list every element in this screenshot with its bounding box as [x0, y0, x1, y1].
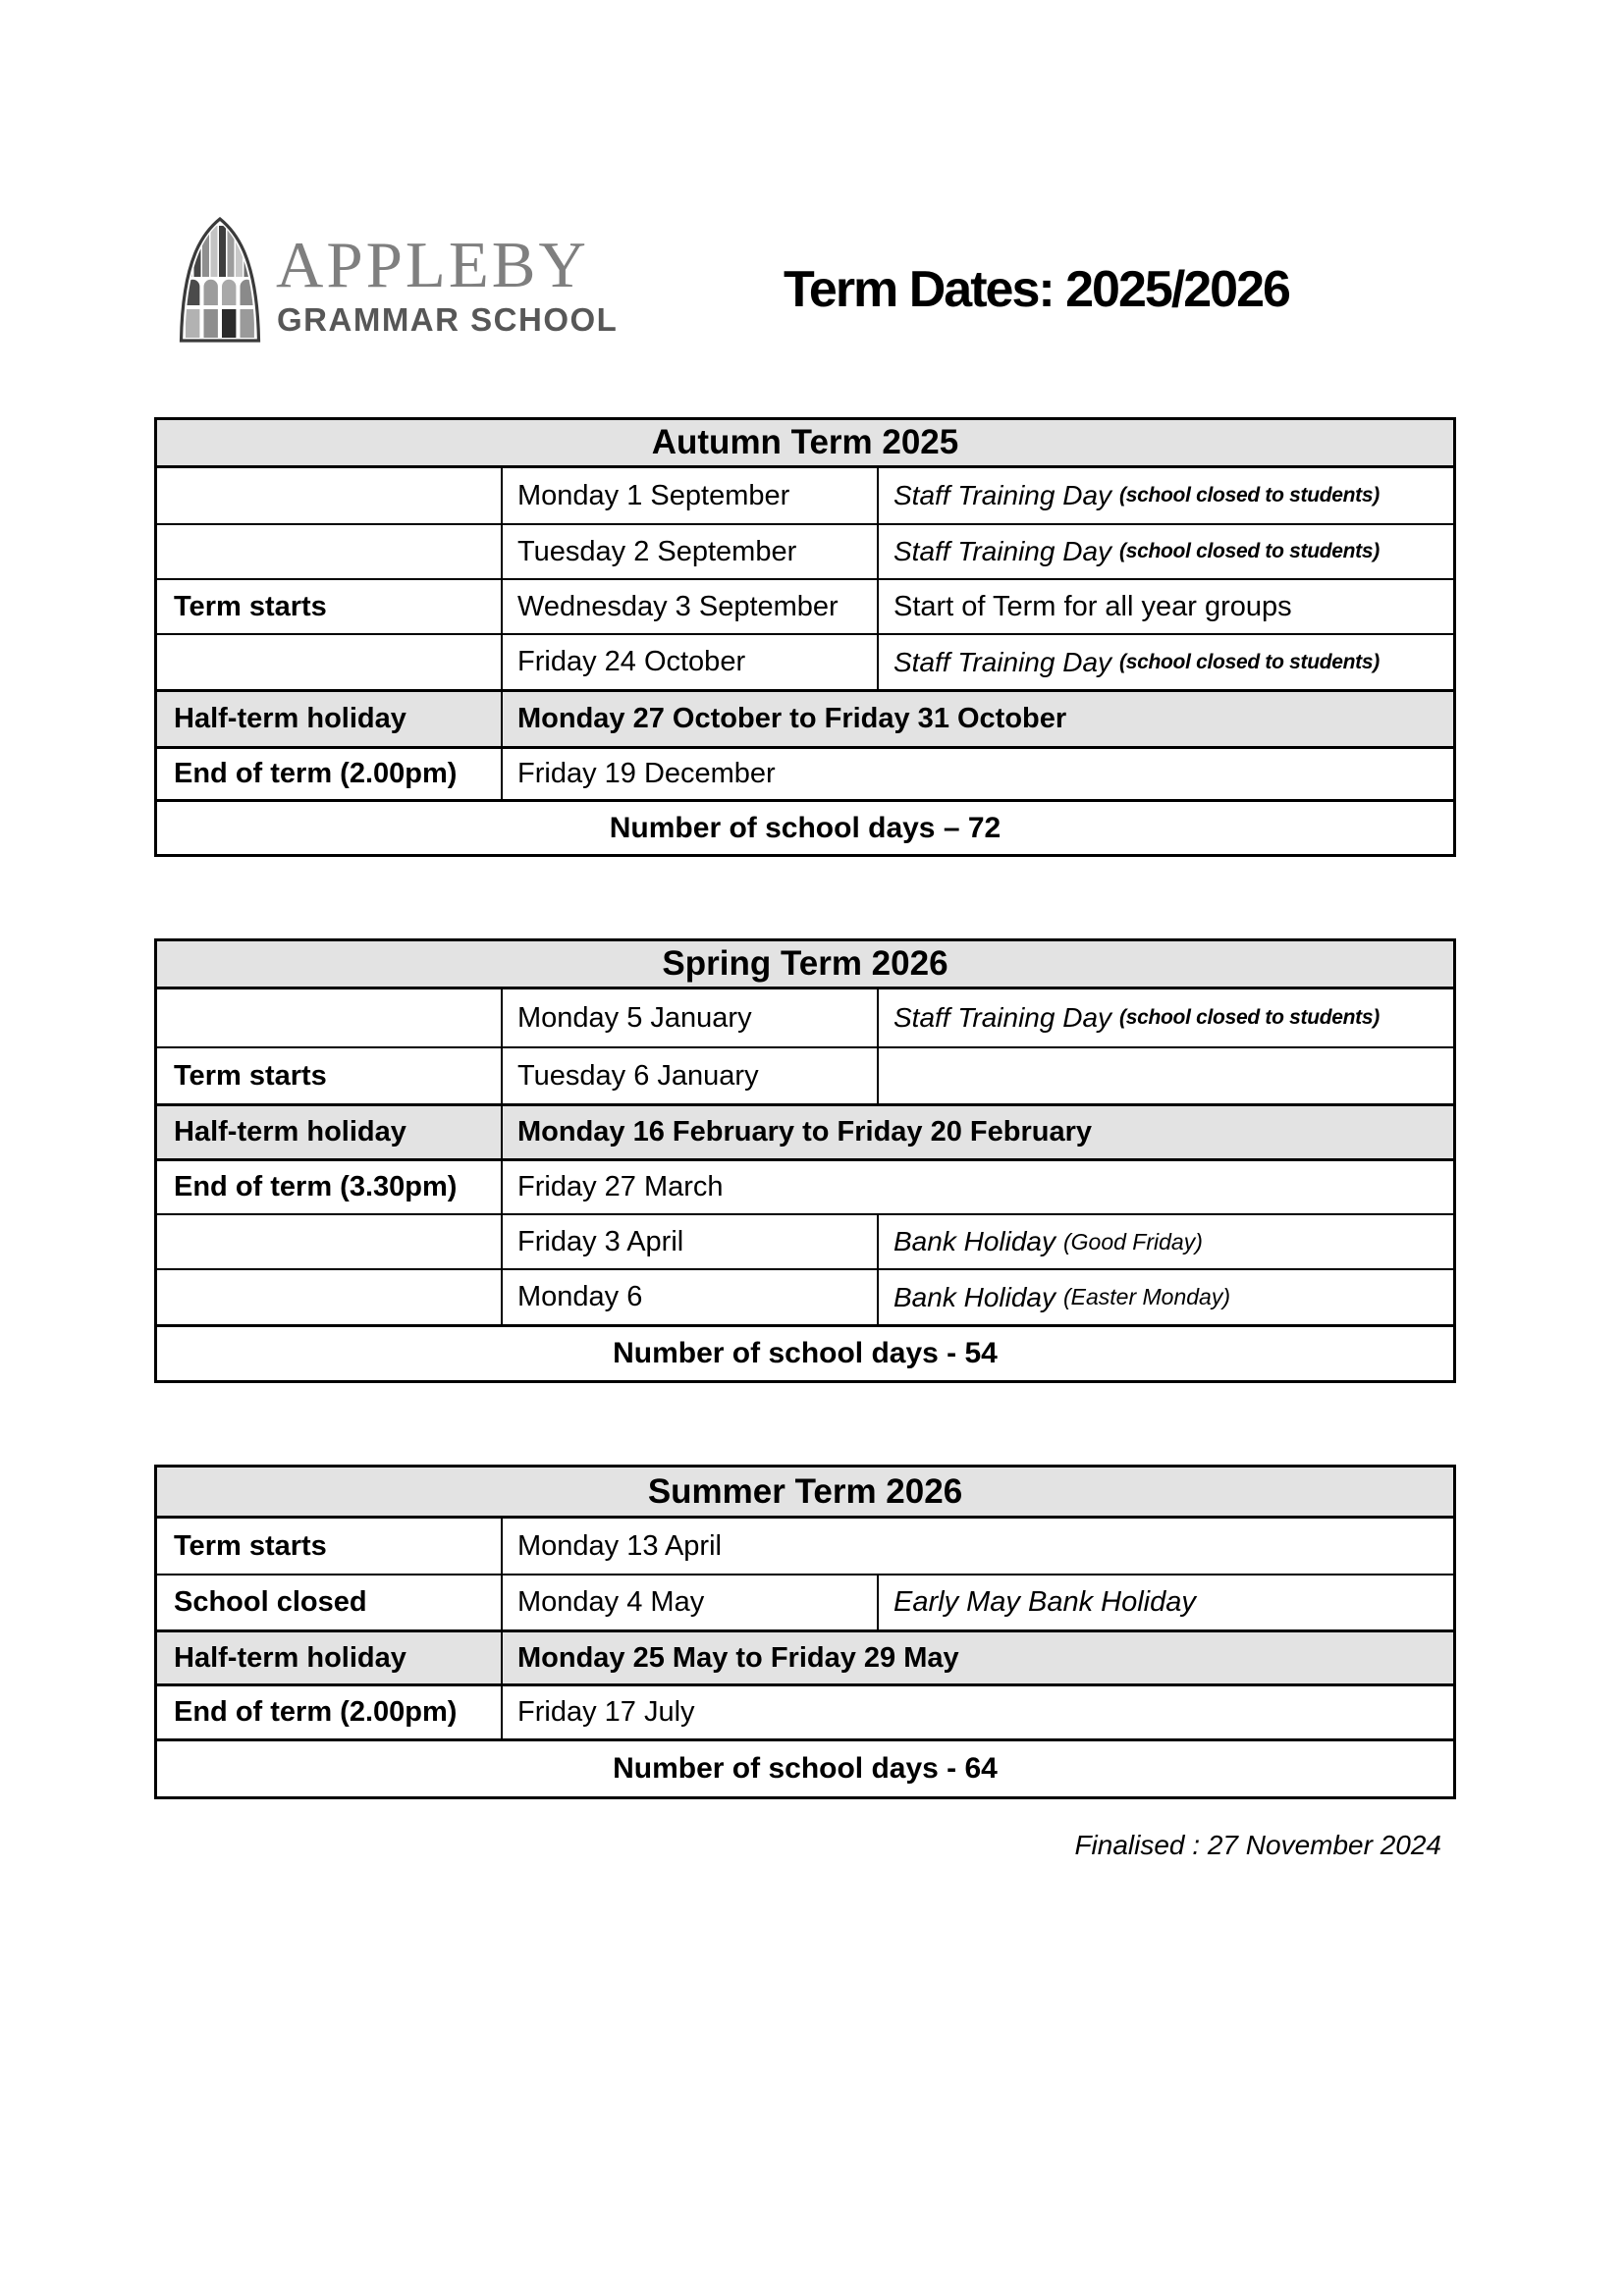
table-title: Autumn Term 2025 [157, 420, 1453, 468]
table-title: Summer Term 2026 [157, 1468, 1453, 1519]
table-row [157, 1158, 1453, 1213]
school-crest-window-icon [174, 216, 266, 345]
date-cell: Monday 16 February to Friday 20 February [501, 1106, 1453, 1158]
note-cell [877, 1270, 1453, 1324]
table-row [157, 1519, 1453, 1574]
term-label-cell: Term starts [174, 1529, 327, 1562]
autumn-term-table [154, 417, 1456, 857]
table-row [157, 523, 1453, 578]
logo-school-subname: GRAMMAR SCHOOL [277, 301, 619, 338]
term-label-cell: Half-term holiday [174, 703, 406, 734]
term-label-cell: Term starts [174, 1059, 327, 1092]
date-cell: Wednesday 3 September [501, 580, 877, 633]
note-cell [877, 1048, 1453, 1103]
note-detail: (school closed to students) [1119, 650, 1380, 673]
page-title: Term Dates: 2025/2026 [784, 261, 1289, 318]
date-cell: Friday 17 July [501, 1686, 1453, 1738]
date-cell: Monday 25 May to Friday 29 May [501, 1632, 1453, 1683]
term-label-cell [157, 468, 501, 523]
date-cell: Tuesday 6 January [501, 1048, 877, 1103]
term-label-cell: Half-term holiday [174, 1641, 406, 1674]
staff-training-note: Staff Training Day [893, 1002, 1112, 1033]
note-detail: (school closed to students) [1119, 1006, 1380, 1029]
staff-training-note: Staff Training Day [893, 536, 1112, 566]
note-cell [877, 989, 1453, 1046]
note-detail: (school closed to students) [1119, 540, 1380, 562]
table-row [157, 1629, 1453, 1683]
table-row [157, 468, 1453, 523]
table-footer: Number of school days - 54 [157, 1324, 1453, 1380]
date-cell: Friday 3 April [501, 1215, 877, 1268]
note-cell [877, 525, 1453, 578]
date-cell: Monday 13 April [501, 1519, 1453, 1574]
note-cell [877, 635, 1453, 689]
term-start-note: Start of Term for all year groups [893, 590, 1292, 622]
finalised-note: Finalised : 27 November 2024 [1074, 1830, 1441, 1860]
table-row [157, 1683, 1453, 1738]
table-row [157, 989, 1453, 1046]
bank-holiday-note: Early May Bank Holiday [893, 1586, 1196, 1618]
staff-training-note: Staff Training Day [893, 480, 1112, 510]
table-row [157, 746, 1453, 799]
term-label-cell: End of term (2.00pm) [174, 758, 458, 789]
table-row [157, 633, 1453, 689]
note-cell [877, 580, 1453, 633]
date-cell: Monday 6 [501, 1270, 877, 1324]
staff-training-note: Staff Training Day [893, 646, 1112, 677]
note-cell [877, 1215, 1453, 1268]
table-row [157, 1046, 1453, 1103]
bank-holiday-note: Bank Holiday [893, 1281, 1056, 1312]
date-cell: Tuesday 2 September [501, 525, 877, 578]
table-row [157, 1574, 1453, 1629]
term-label-cell [157, 1215, 501, 1268]
term-label-cell [157, 635, 501, 689]
term-label-cell: Half-term holiday [174, 1116, 406, 1148]
table-footer: Number of school days - 64 [157, 1738, 1453, 1796]
date-cell: Friday 24 October [501, 635, 877, 689]
date-cell: Monday 5 January [501, 989, 877, 1046]
table-row [157, 689, 1453, 746]
term-label-cell: Term starts [174, 590, 327, 622]
date-cell: Monday 1 September [501, 468, 877, 523]
table-row [157, 578, 1453, 633]
term-label-cell [157, 989, 501, 1046]
date-cell: Monday 27 October to Friday 31 October [501, 692, 1453, 746]
summer-term-table [154, 1465, 1456, 1799]
note-detail: (school closed to students) [1119, 484, 1380, 507]
table-row [157, 1213, 1453, 1268]
table-row [157, 1268, 1453, 1324]
table-row [157, 1103, 1453, 1158]
term-label-cell: End of term (2.00pm) [174, 1696, 458, 1728]
term-label-cell [157, 525, 501, 578]
spring-term-table [154, 938, 1456, 1383]
date-cell: Friday 27 March [501, 1161, 1453, 1213]
date-cell: Friday 19 December [501, 749, 1453, 799]
term-label-cell: School closed [174, 1586, 367, 1618]
date-cell: Monday 4 May [501, 1575, 877, 1629]
term-label-cell [157, 1270, 501, 1324]
term-label-cell: End of term (3.30pm) [174, 1171, 458, 1202]
note-cell [877, 468, 1453, 523]
note-detail: (Easter Monday) [1062, 1284, 1230, 1309]
logo-school-name: APPLEBY [276, 229, 589, 301]
table-footer: Number of school days – 72 [157, 799, 1453, 854]
note-cell [877, 1575, 1453, 1629]
bank-holiday-note: Bank Holiday [893, 1226, 1056, 1256]
note-detail: (Good Friday) [1062, 1228, 1203, 1255]
table-title: Spring Term 2026 [157, 941, 1453, 989]
